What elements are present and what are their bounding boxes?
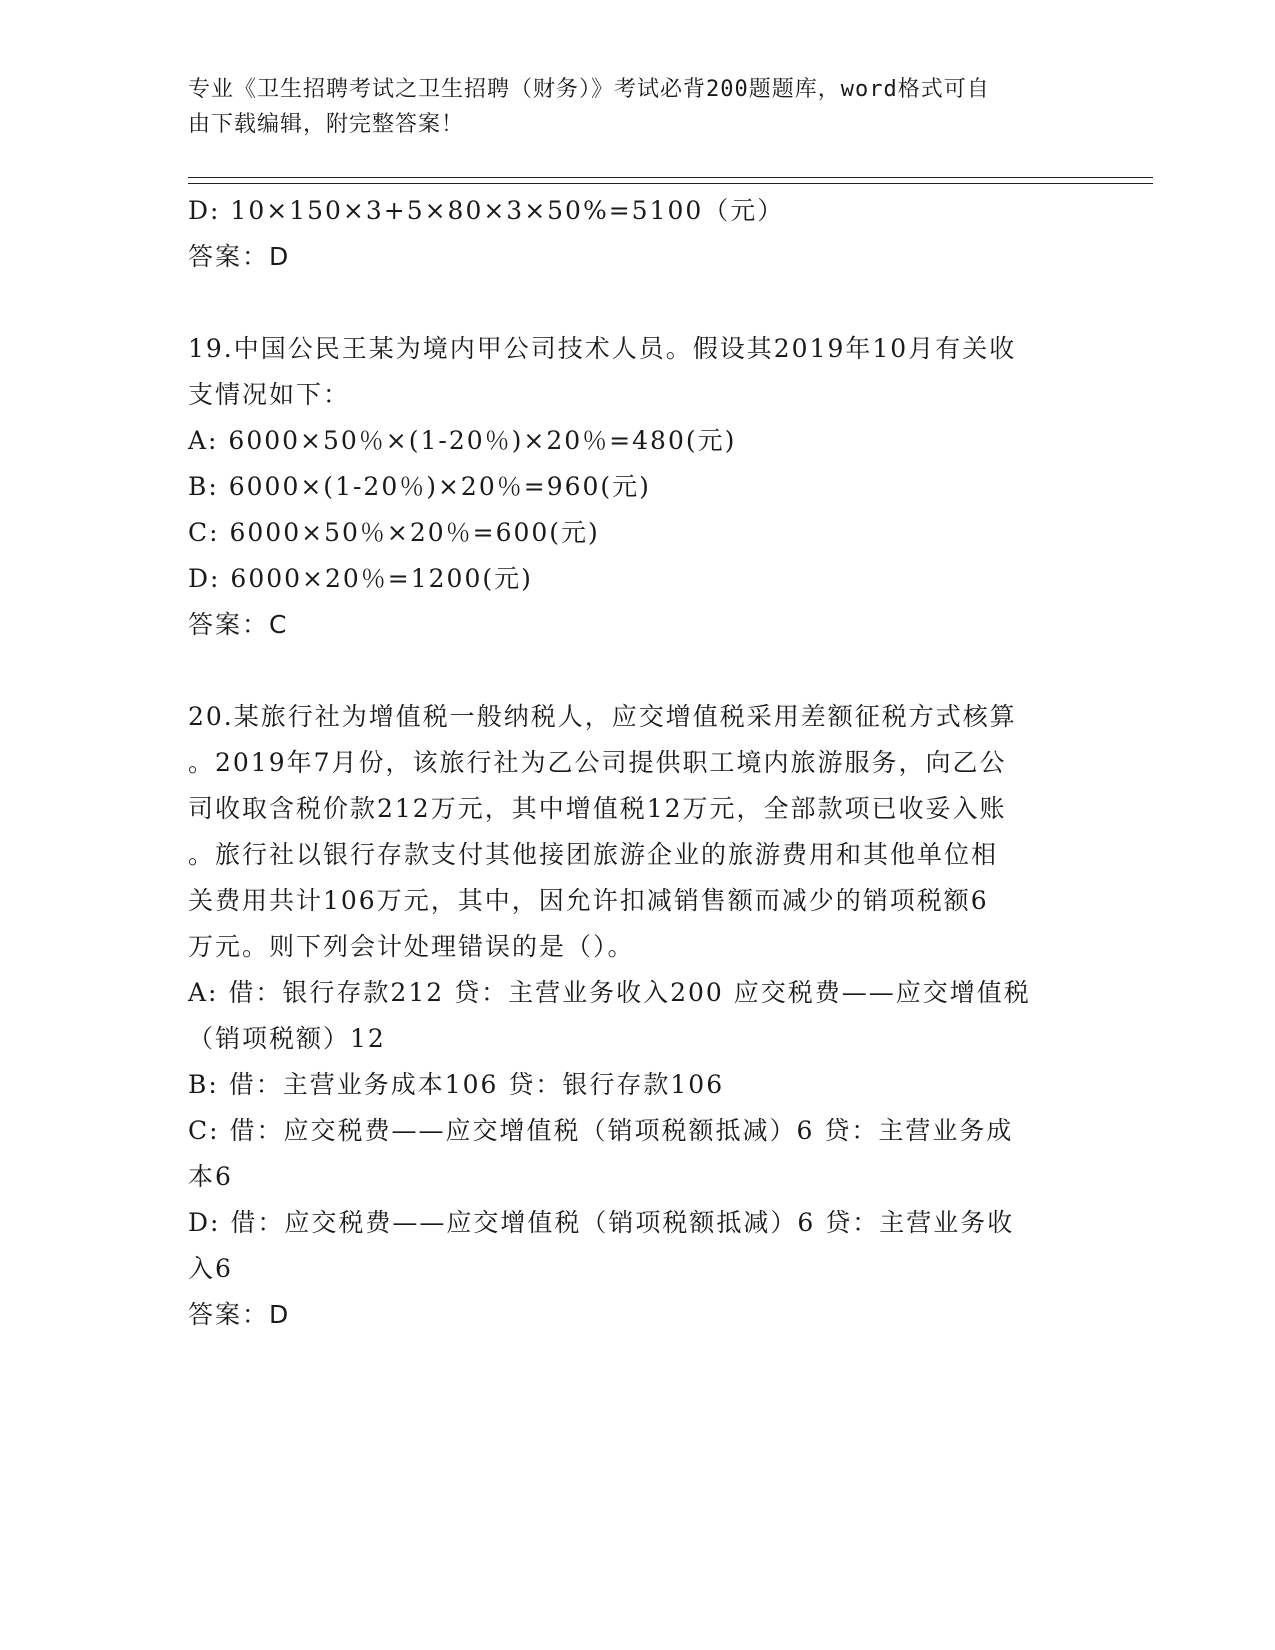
question-stem-line: 关费用共计106万元，其中，因允许扣减销售额而减少的销项税额6 — [188, 886, 989, 915]
page-header — [188, 72, 1068, 142]
option-a-continued: （销项税额）12 — [188, 1024, 386, 1053]
answer-line: 答案：D — [188, 1300, 291, 1329]
question-18-tail — [188, 188, 1068, 280]
question-stem-line: 20.某旅行社为增值税一般纳税人，应交增值税采用差额征税方式核算 — [188, 702, 1017, 731]
spacer — [188, 648, 1068, 694]
option-a: A: 6000×50％×(1-20％)×20％=480(元) — [188, 426, 737, 455]
question-20 — [188, 694, 1068, 1338]
option-d-continued: 入6 — [188, 1254, 233, 1283]
question-stem-line: 支情况如下： — [188, 380, 351, 409]
question-stem-line: 。旅行社以银行存款支付其他接团旅游企业的旅游费用和其他单位相 — [188, 840, 999, 869]
header-line-1: 专业《卫生招聘考试之卫生招聘（财务）》考试必背200题题库，word格式可自 — [188, 77, 990, 102]
question-stem-line: 19.中国公民王某为境内甲公司技术人员。假设其2019年10月有关收 — [188, 334, 1017, 363]
option-c: C: 6000×50％×20％=600(元) — [188, 518, 600, 547]
question-stem-line: 万元。则下列会计处理错误的是（）。 — [188, 932, 635, 961]
document-body — [188, 188, 1068, 1338]
option-d: D: 10×150×3+5×80×3×50%=5100（元） — [188, 196, 785, 225]
header-rule-bottom — [188, 183, 1153, 184]
option-d: D: 借：应交税费——应交增值税（销项税额抵减）6 贷：主营业务收 — [188, 1208, 1015, 1237]
answer-line: 答案：C — [188, 610, 289, 639]
option-c-continued: 本6 — [188, 1162, 233, 1191]
header-line-2: 由下载编辑，附完整答案！ — [188, 112, 465, 137]
header-rule-top — [188, 177, 1153, 178]
option-d: D: 6000×20％=1200(元) — [188, 564, 533, 593]
option-b: B: 借：主营业务成本106 贷：银行存款106 — [188, 1070, 725, 1099]
option-c: C: 借：应交税费——应交增值税（销项税额抵减）6 贷：主营业务成 — [188, 1116, 1014, 1145]
question-stem-line: 司收取含税价款212万元，其中增值税12万元，全部款项已收妥入账 — [188, 794, 1007, 823]
option-b: B: 6000×(1-20％)×20％=960(元) — [188, 472, 651, 501]
answer-line: 答案：D — [188, 242, 291, 271]
option-a: A: 借：银行存款212 贷：主营业务收入200 应交税费——应交增值税 — [188, 978, 1031, 1007]
spacer — [188, 280, 1068, 326]
question-19 — [188, 326, 1068, 648]
question-stem-line: 。2019年7月份，该旅行社为乙公司提供职工境内旅游服务，向乙公 — [188, 748, 1007, 777]
